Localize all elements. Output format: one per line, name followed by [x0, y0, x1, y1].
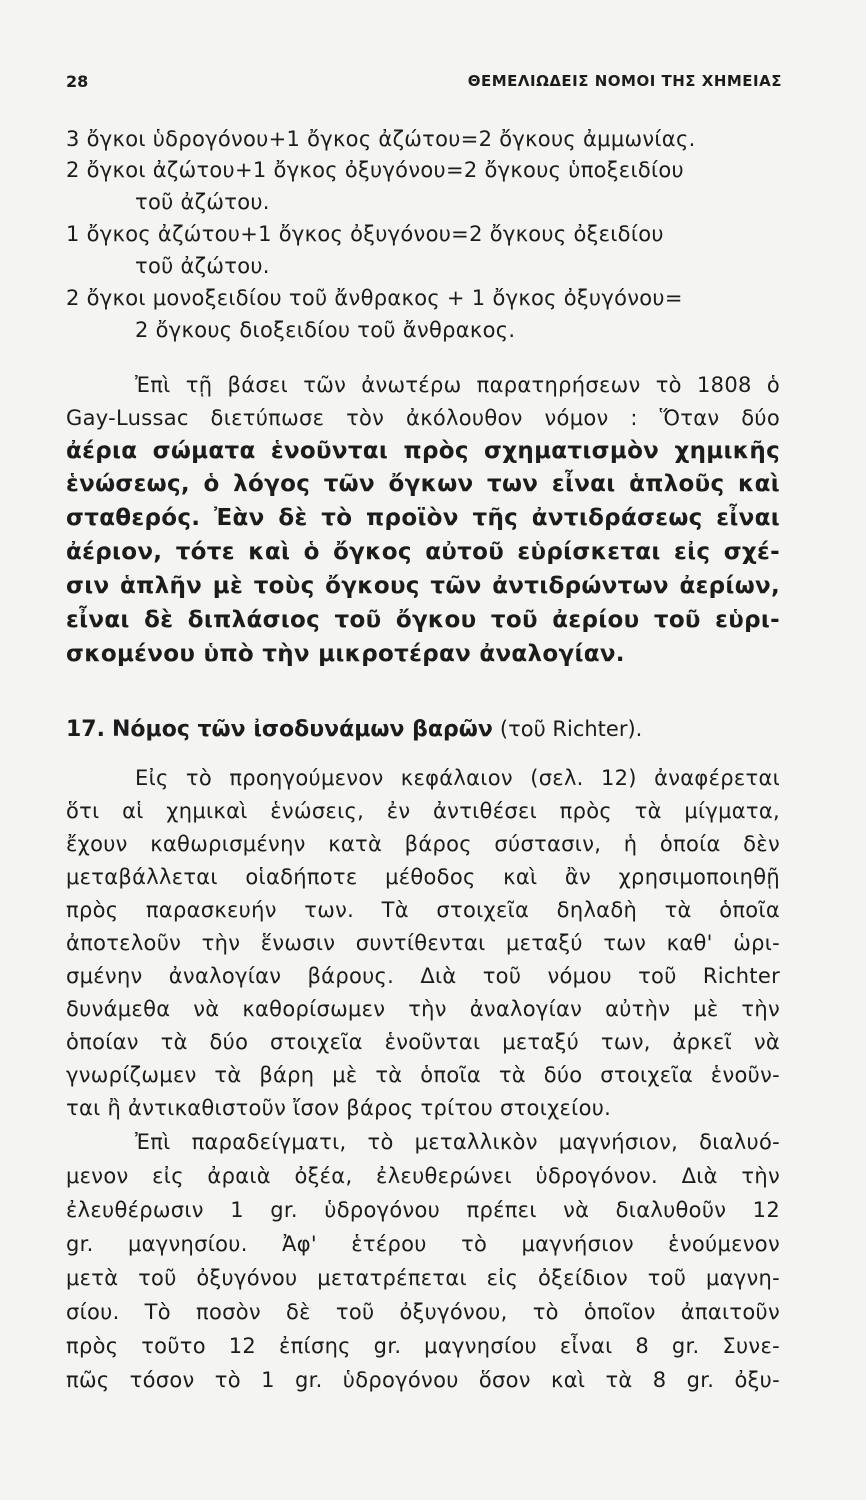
paragraph-line: Ἐπὶ τῇ βάσει τῶν ἀνωτέρω παρατηρήσεων τὸ 1808 ὁ [135, 373, 780, 397]
law-text-line: σιν ἁπλῆν μὲ τοὺς ὄγκους τῶν ἀντιδρώντων ἀερίων, [66, 573, 780, 599]
paragraph-line: Ἐπὶ παραδείγματι, τὸ μεταλλικὸν μαγνήσιον, διαλυό- [135, 1130, 780, 1154]
paragraph-line: ἀποτελοῦν τὴν ἕνωσιν συντίθενται μεταξύ των καθ' ὡρι- [66, 931, 780, 955]
running-title: ΘΕΜΕΛΙΩΔΕΙΣ ΝΟΜΟΙ ΤΗΣ ΧΗΜΕΙΑΣ [467, 72, 782, 90]
equation-line: 2 ὄγκους διοξειδίου τοῦ ἄνθρακος. [135, 318, 516, 342]
section-title: Νόμος τῶν ἰσοδυνάμων βαρῶν [111, 717, 493, 742]
paragraph-line: μεταβάλλεται οἱαδήποτε μέθοδος καὶ ἂν χρησιμοποιηθῇ [66, 865, 780, 889]
paragraph-line: μετὰ τοῦ ὀξυγόνου μετατρέπεται εἰς ὀξείδιον τοῦ μαγνη- [66, 1266, 780, 1290]
paragraph-line: ὅτι αἱ χημικαὶ ἑνώσεις, ἐν ἀντιθέσει πρὸς τὰ μίγματα, [66, 799, 780, 823]
section-number: 17. [66, 717, 105, 742]
paragraph-line: σμένην ἀναλογίαν βάρους. Διὰ τοῦ νόμου τοῦ Richter [66, 964, 780, 988]
equation-line: 1 ὄγκος ἀζώτου+1 ὄγκος ὀξυγόνου=2 ὄγκους ὀξειδίου [66, 222, 664, 246]
equation-line: τοῦ ἀζώτου. [135, 190, 270, 214]
law-text-line: ἀέριον, τότε καὶ ὁ ὄγκος αὐτοῦ εὑρίσκεται εἰς σχέ- [66, 539, 780, 565]
section-heading [66, 714, 642, 745]
section-attribution: (τοῦ Richter). [499, 717, 643, 741]
paragraph-line: Εἰς τὸ προηγούμενον κεφάλαιον (σελ. 12) ἀναφέρεται [135, 766, 780, 790]
law-text-line: ἀέρια σώματα ἑνοῦνται πρὸς σχηματισμὸν χημικῆς [66, 438, 780, 464]
paragraph-line: πῶς τόσον τὸ 1 gr. ὑδρογόνου ὅσον καὶ τὰ 8 gr. ὀξυ- [66, 1368, 780, 1392]
equation-line: 2 ὄγκοι μονοξειδίου τοῦ ἄνθρακος + 1 ὄγκος ὀξυγόνου= [66, 286, 683, 310]
paragraph-line: σίου. Τὸ ποσὸν δὲ τοῦ ὀξυγόνου, τὸ ὁποῖον ἀπαιτοῦν [66, 1300, 780, 1324]
equation-line: 2 ὄγκοι ἀζώτου+1 ὄγκος ὀξυγόνου=2 ὄγκους ὑποξειδίου [66, 158, 685, 182]
law-text-line: σταθερός. Ἐὰν δὲ τὸ προϊὸν τῆς ἀντιδράσεως εἶναι [66, 505, 780, 531]
paragraph-line: ται ἢ ἀντικαθιστοῦν ἴσον βάρος τρίτου στοιχείου. [66, 1096, 612, 1120]
page-header [66, 72, 782, 96]
equation-line: τοῦ ἀζώτου. [135, 254, 270, 278]
page-number: 28 [66, 72, 89, 91]
law-text-line: ἑνώσεως, ὁ λόγος τῶν ὄγκων των εἶναι ἁπλοῦς καὶ [66, 471, 780, 497]
paragraph-line: Gay-Lussac διετύπωσε τὸν ἀκόλουθον νόμον : Ὅταν δύο [66, 406, 780, 430]
paragraph-line: ἐλευθέρωσιν 1 gr. ὑδρογόνου πρέπει νὰ διαλυθοῦν 12 [66, 1198, 780, 1222]
law-text-line: σκομένου ὑπὸ τὴν μικροτέραν ἀναλογίαν. [66, 641, 625, 667]
paragraph-line: μενον εἰς ἀραιὰ ὀξέα, ἐλευθερώνει ὑδρογόνον. Διὰ τὴν [66, 1164, 780, 1188]
paragraph-line: δυνάμεθα νὰ καθορίσωμεν τὴν ἀναλογίαν αὐτὴν μὲ τὴν [66, 997, 780, 1021]
paragraph-line: gr. μαγνησίου. Ἀφ' ἑτέρου τὸ μαγνήσιον ἑνούμενον [66, 1232, 780, 1256]
paragraph-line: γνωρίζωμεν τὰ βάρη μὲ τὰ ὁποῖα τὰ δύο στοιχεῖα ἑνοῦν- [66, 1063, 780, 1087]
paragraph-line: ἔχουν καθωρισμένην κατὰ βάρος σύστασιν, ἡ ὁποία δὲν [66, 832, 780, 856]
equation-line: 3 ὄγκοι ὑδρογόνου+1 ὄγκος ἀζώτου=2 ὄγκους ἀμμωνίας. [66, 127, 696, 151]
paragraph-line: πρὸς τοῦτο 12 ἐπίσης gr. μαγνησίου εἶναι 8 gr. Συνε- [66, 1334, 780, 1358]
paragraph-line: πρὸς παρασκευήν των. Τὰ στοιχεῖα δηλαδὴ τὰ ὁποῖα [66, 898, 780, 922]
paragraph-line: ὁποίαν τὰ δύο στοιχεῖα ἑνοῦνται μεταξύ των, ἀρκεῖ νὰ [66, 1030, 780, 1054]
law-text-line: εἶναι δὲ διπλάσιος τοῦ ὄγκου τοῦ ἀερίου τοῦ εὑρι- [66, 607, 780, 633]
